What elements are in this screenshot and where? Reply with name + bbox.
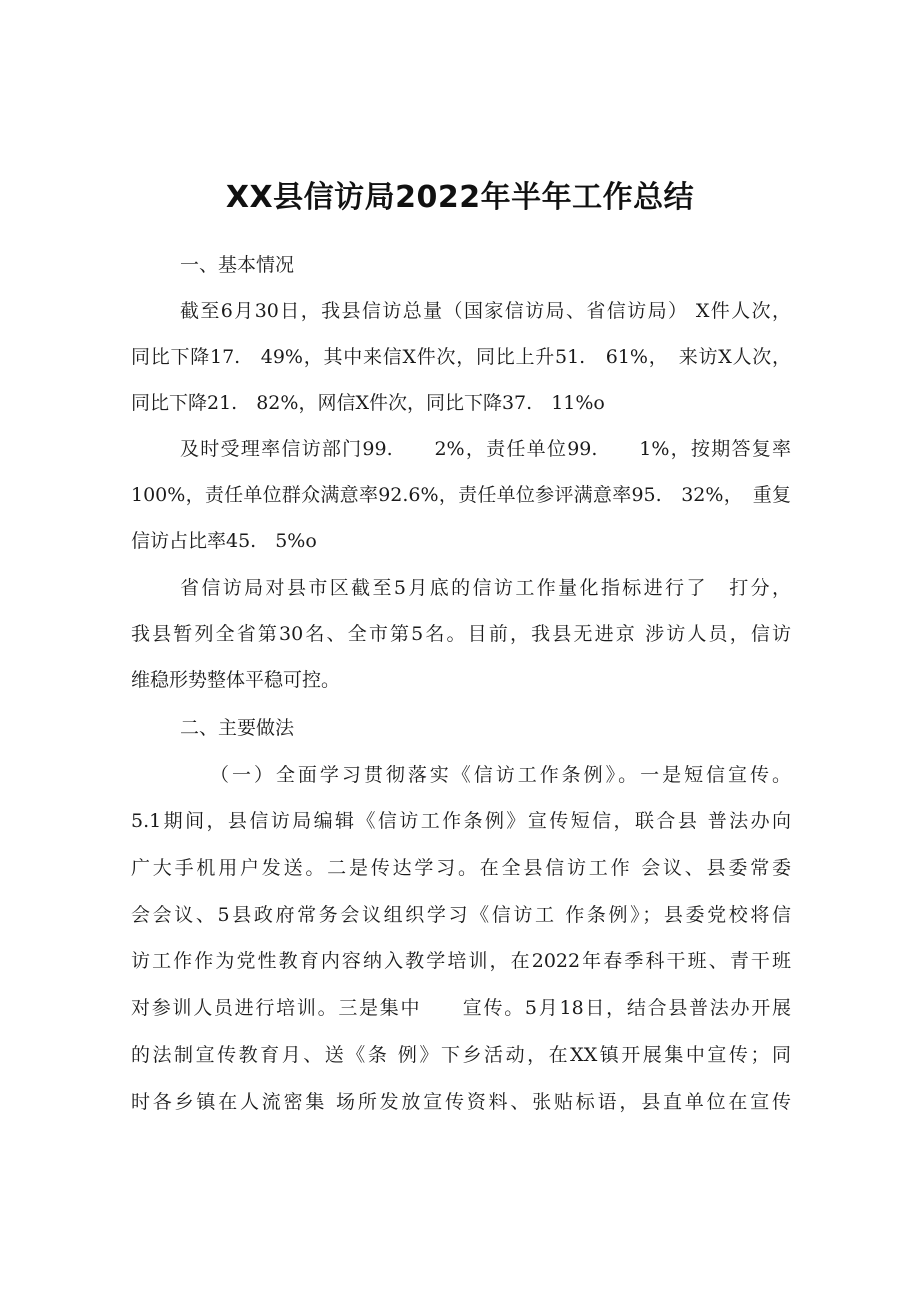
- paragraph-line: 维稳形势整体平稳可控。: [131, 669, 341, 691]
- paragraph-line: 5.1期间，县信访局编辑《信访工作条例》宣传短信，联合县 普法办向: [131, 810, 791, 832]
- paragraph-line: 及时受理率信访部门99. 2%，责任单位99. 1%，按期答复率: [180, 438, 791, 460]
- section-heading-main-practices: 二、主要做法: [180, 717, 295, 739]
- paragraph-line: 广大手机用户发送。二是传达学习。在全县信访工作 会议、县委常委: [131, 857, 791, 879]
- paragraph-line: 时各乡镇在人流密集 场所发放宣传资料、张贴标语，县直单位在宣传: [131, 1091, 791, 1113]
- paragraph-line: 的法制宣传教育月、送《条 例》下乡活动，在XX镇开展集中宣传；同: [131, 1044, 791, 1066]
- document-title: XX县信访局2022年半年工作总结: [225, 180, 695, 215]
- paragraph-line: 会会议、5县政府常务会议组织学习《信访工 作条例》；县委党校将信: [131, 904, 791, 926]
- paragraph-line: 我县暂列全省第30名、全市第5名。目前，我县无进京 涉访人员，信访: [131, 623, 791, 645]
- paragraph-line: 同比下降21. 82%，网信X件次，同比下降37. 11%o: [131, 392, 605, 414]
- paragraph-line: 访工作作为党性教育内容纳入教学培训，在2022年春季科干班、青干班: [131, 950, 791, 972]
- paragraph-line: 100%，责任单位群众满意率92.6%，责任单位参评满意率95. 32%， 重复: [131, 484, 791, 506]
- paragraph-line: 截至6月30日，我县信访总量（国家信访局、省信访局） X件人次，: [180, 300, 791, 322]
- paragraph-line: （一）全面学习贯彻落实《信访工作条例》。一是短信宣传。: [210, 764, 791, 786]
- paragraph-line: 同比下降17. 49%，其中来信X件次，同比上升51. 61%， 来访X人次，: [131, 346, 791, 368]
- section-heading-basic-situation: 一、基本情况: [180, 254, 295, 276]
- paragraph-line: 信访占比率45. 5%o: [131, 530, 317, 552]
- paragraph-line: 对参训人员进行培训。三是集中 宣传。5月18日，结合县普法办开展: [131, 997, 791, 1019]
- paragraph-line: 省信访局对县市区截至5月底的信访工作量化指标进行了 打分，: [180, 577, 791, 599]
